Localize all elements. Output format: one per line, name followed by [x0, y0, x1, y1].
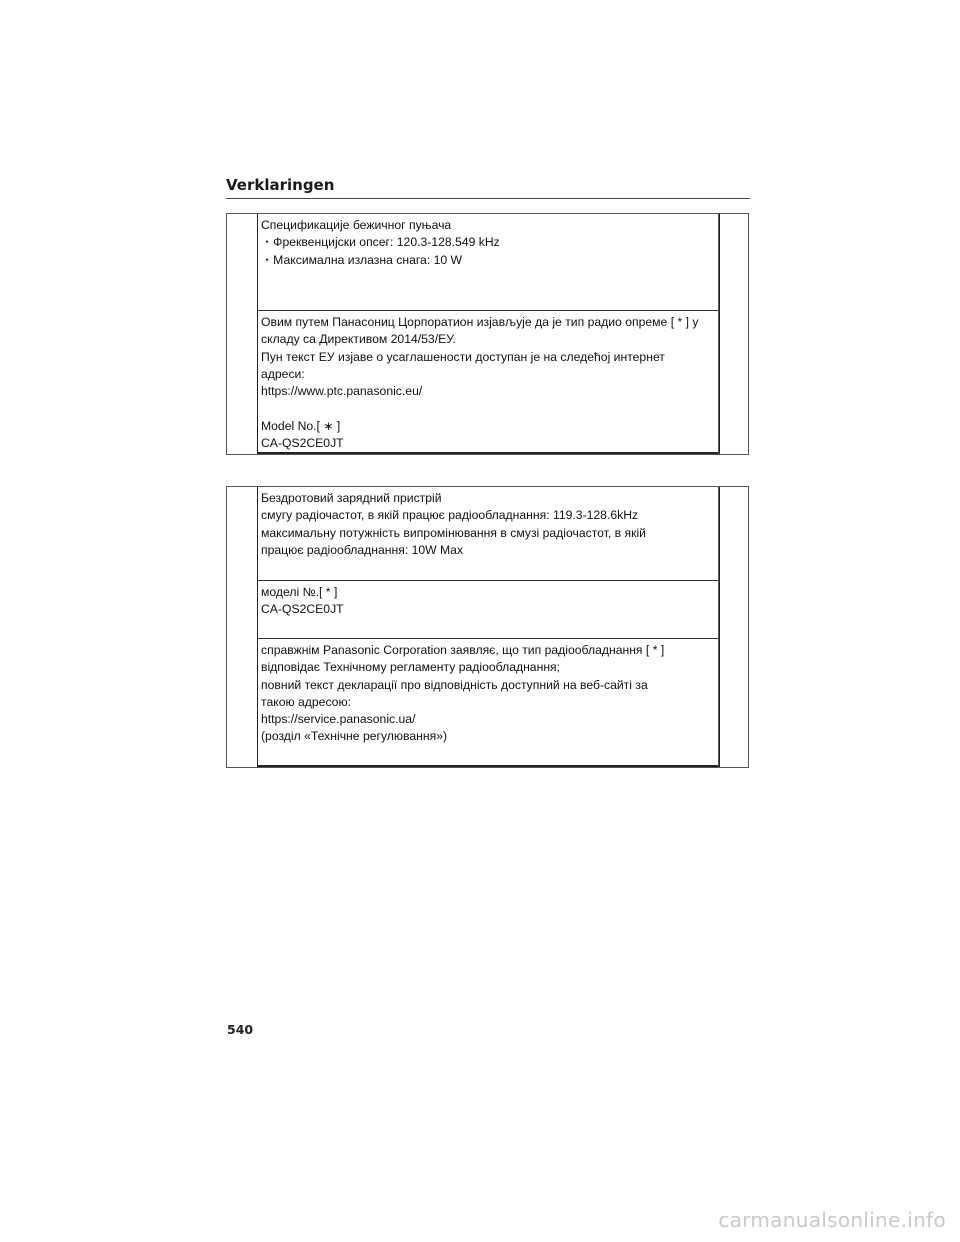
- spec-heading: Спецификације бежичног пуњача: [261, 218, 452, 232]
- declaration-url: https://service.panasonic.ua/: [261, 712, 416, 727]
- ukrainian-spec-cell: [258, 487, 719, 580]
- model-number-label: Model No.[ ∗ ]: [261, 418, 341, 433]
- declaration-line: справжнім Panasonic Corporation заявляє, що тип радіообладнання [ * ]: [261, 643, 665, 657]
- ukrainian-content-column: [257, 487, 720, 767]
- page-number: 540: [227, 1022, 254, 1037]
- left-margin-column: [227, 487, 258, 767]
- serbian-spec-cell: [258, 214, 719, 310]
- ukrainian-declaration-table: [226, 486, 749, 768]
- declaration-line: (розділ «Технічне регулювання»): [261, 729, 448, 744]
- spec-power: максимальну потужність випромінювання в смузі радіочастот, в якій: [261, 525, 646, 540]
- spec-power: ・Максимална излазна снага: 10 W: [261, 252, 463, 267]
- right-margin-column: [718, 487, 748, 767]
- declaration-line: повний текст декларації про відповідність доступний на веб-сайті за: [261, 677, 648, 692]
- right-margin-column: [718, 214, 748, 454]
- declaration-line: Пун текст ЕУ изјаве о усаглашености доступан је на следећој интернет: [261, 349, 665, 364]
- serbian-declaration-table: [226, 213, 749, 455]
- declaration-line: адреси:: [261, 366, 305, 381]
- serbian-content-column: [257, 214, 720, 454]
- spec-power: працює радіообладнання: 10W Max: [261, 542, 464, 557]
- spacer: [261, 400, 716, 417]
- declaration-line: складу са Директивом 2014/53/ЕУ.: [261, 332, 456, 347]
- ukrainian-declaration-cell: [258, 638, 719, 765]
- spec-frequency: ・Фреквенцијски опсег: 120.3-128.549 kHz: [261, 235, 500, 250]
- declaration-line: відповідає Технічному регламенту радіообладнання;: [261, 660, 561, 675]
- ukrainian-model-cell: [258, 580, 719, 638]
- serbian-declaration-cell: [258, 310, 719, 452]
- model-number-value: CA-QS2CE0JT: [261, 602, 344, 617]
- spec-heading: Бездротовий зарядний пристрій: [261, 491, 442, 505]
- left-margin-column: [227, 214, 258, 454]
- declaration-url: https://www.ptc.panasonic.eu/: [261, 384, 423, 399]
- model-number-label: моделі №.[ * ]: [261, 585, 338, 599]
- model-number-value: CA-QS2CE0JT: [261, 436, 344, 451]
- watermark: carmanualsonline.info: [718, 1208, 946, 1232]
- declaration-line: Овим путем Панасониц Цорпоратион изјављује да је тип радио опреме [ * ] у: [261, 315, 699, 329]
- spec-frequency: смугу радіочастот, в якій працює радіообладнання: 119.3-128.6kHz: [261, 508, 639, 523]
- title-divider: [226, 198, 750, 199]
- section-title: Verklaringen: [226, 176, 335, 194]
- declaration-line: такою адресою:: [261, 694, 351, 709]
